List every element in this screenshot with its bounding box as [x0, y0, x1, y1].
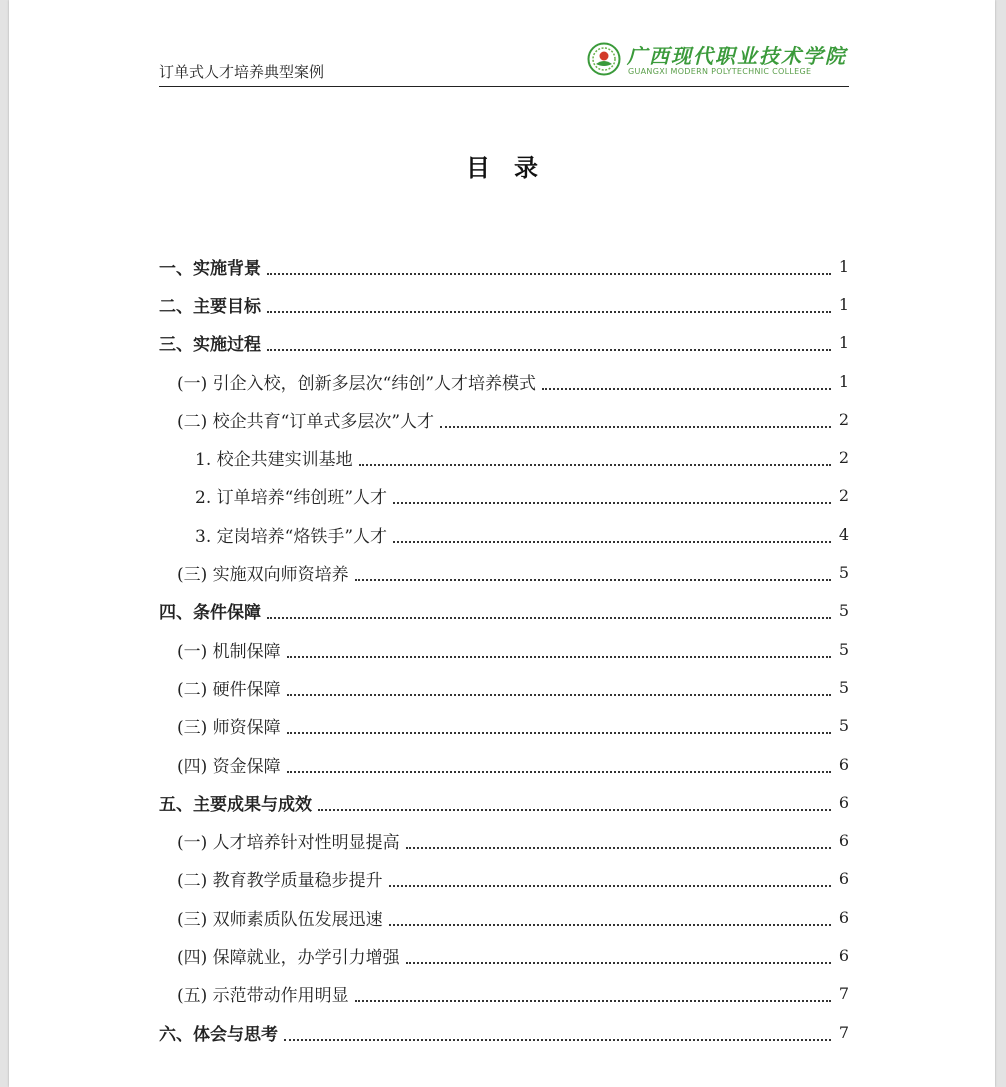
toc-entry-text: 2. 订单培养“纬创班”人才 [195, 488, 388, 509]
toc-entry-text: (三) 师资保障 [177, 718, 281, 739]
toc-entry[interactable] [159, 668, 849, 706]
college-emblem-icon [587, 42, 621, 76]
toc-entry[interactable] [159, 438, 849, 476]
toc-entry[interactable] [159, 860, 849, 898]
toc-dot-leader [287, 770, 831, 773]
toc-entry[interactable] [159, 745, 849, 783]
toc-entry-text: 三、实施过程 [159, 335, 261, 356]
toc-dot-leader [267, 310, 831, 313]
toc-entry[interactable] [159, 324, 849, 362]
toc-entry-text: (三) 双师素质队伍发展迅速 [177, 909, 383, 930]
toc-page-number: 5 [838, 639, 849, 659]
document-page [9, 0, 995, 1087]
toc-page-number: 2 [838, 486, 849, 506]
toc-page-number: 1 [838, 371, 849, 391]
toc-page-number: 5 [838, 677, 849, 697]
toc-entry[interactable] [159, 553, 849, 591]
toc-entry[interactable] [159, 477, 849, 515]
toc-entry[interactable] [159, 898, 849, 936]
toc-page-number: 6 [838, 945, 849, 965]
toc-dot-leader [406, 961, 831, 964]
toc-entry-text: (四) 资金保障 [177, 756, 281, 777]
toc-dot-leader [287, 731, 831, 734]
toc-entry-text: 四、条件保障 [159, 603, 261, 624]
toc-entry-text: 一、实施背景 [159, 258, 261, 279]
toc-page-number: 4 [838, 524, 849, 544]
toc-entry-text: (二) 硬件保障 [177, 679, 281, 700]
toc-entry-text: 1. 校企共建实训基地 [195, 450, 353, 471]
page-title: 目 录 [466, 154, 538, 182]
table-of-contents [159, 247, 849, 1051]
toc-page-number: 6 [838, 792, 849, 812]
toc-page-number: 6 [838, 831, 849, 851]
toc-entry[interactable] [159, 707, 849, 745]
toc-entry[interactable] [159, 400, 849, 438]
toc-page-number: 6 [838, 754, 849, 774]
toc-entry-text: (一) 机制保障 [177, 641, 281, 662]
toc-dot-leader [389, 884, 831, 887]
toc-page-number: 2 [838, 409, 849, 429]
toc-entry[interactable] [159, 285, 849, 323]
toc-dot-leader [406, 846, 831, 849]
toc-entry-text: (二) 教育教学质量稳步提升 [177, 871, 383, 892]
toc-entry[interactable] [159, 783, 849, 821]
logo-english-name: GUANGXI MODERN POLYTECHNIC COLLEGE [628, 67, 812, 76]
toc-entry-text: 二、主要目标 [159, 296, 261, 317]
toc-entry[interactable] [159, 1013, 849, 1051]
toc-dot-leader [287, 693, 831, 696]
toc-entry[interactable] [159, 362, 849, 400]
toc-entry-text: 六、体会与思考 [159, 1024, 278, 1045]
toc-page-number: 1 [838, 256, 849, 276]
toc-page-number: 5 [838, 716, 849, 736]
toc-dot-leader [318, 808, 831, 811]
toc-page-number: 5 [838, 601, 849, 621]
toc-dot-leader [267, 616, 831, 619]
toc-entry-text: (一) 引企入校，创新多层次“纬创”人才培养模式 [177, 373, 537, 394]
college-logo [587, 40, 847, 80]
toc-dot-leader [355, 578, 831, 581]
toc-dot-leader [389, 923, 831, 926]
page-header [159, 38, 849, 87]
toc-page-number: 1 [838, 333, 849, 353]
toc-entry[interactable] [159, 247, 849, 285]
toc-dot-leader [542, 387, 831, 390]
toc-entry-text: (三) 实施双向师资培养 [177, 565, 349, 586]
toc-page-number: 6 [838, 869, 849, 889]
toc-dot-leader [393, 501, 831, 504]
toc-entry[interactable] [159, 592, 849, 630]
toc-dot-leader [267, 272, 831, 275]
toc-dot-leader [393, 540, 831, 543]
toc-dot-leader [440, 425, 831, 428]
toc-entry[interactable] [159, 975, 849, 1013]
toc-entry[interactable] [159, 630, 849, 668]
toc-page-number: 2 [838, 448, 849, 468]
toc-entry-text: (一) 人才培养针对性明显提高 [177, 833, 400, 854]
toc-page-number: 6 [838, 907, 849, 927]
header-title: 订单式人才培养典型案例 [159, 63, 325, 81]
toc-dot-leader [359, 463, 831, 466]
toc-entry-text: 五、主要成果与成效 [159, 794, 312, 815]
toc-entry[interactable] [159, 515, 849, 553]
toc-entry[interactable] [159, 936, 849, 974]
toc-page-number: 1 [838, 294, 849, 314]
toc-dot-leader [287, 655, 831, 658]
toc-dot-leader [284, 1038, 831, 1041]
toc-entry-text: (五) 示范带动作用明显 [177, 986, 349, 1007]
toc-entry-text: (四) 保障就业，办学引力增强 [177, 947, 400, 968]
toc-entry-text: 3. 定岗培养“烙铁手”人才 [195, 526, 388, 547]
toc-dot-leader [355, 999, 831, 1002]
logo-chinese-name: 广西现代职业技术学院 [627, 44, 847, 68]
toc-entry-text: (二) 校企共育“订单式多层次”人才 [177, 411, 435, 432]
toc-entry[interactable] [159, 821, 849, 859]
toc-page-number: 7 [838, 984, 849, 1004]
toc-dot-leader [267, 348, 831, 351]
toc-page-number: 5 [838, 563, 849, 583]
toc-page-number: 7 [838, 1022, 849, 1042]
